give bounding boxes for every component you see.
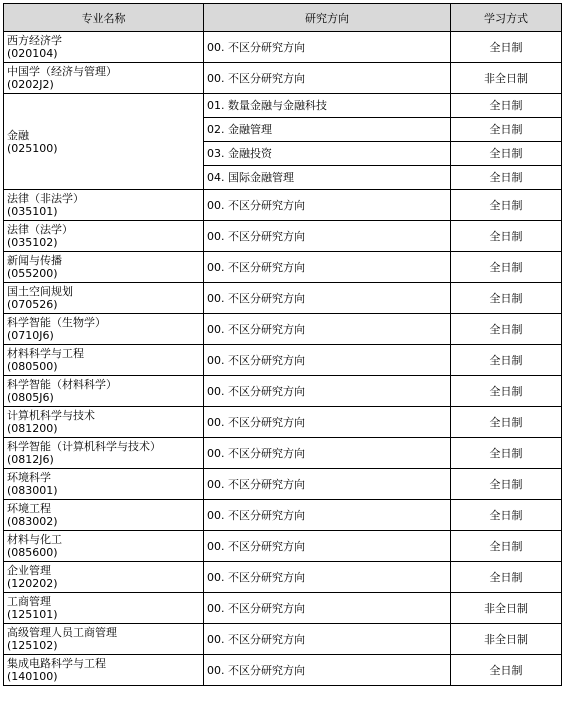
direction-cell: 00. 不区分研究方向: [204, 345, 451, 376]
major-code: (055200): [7, 267, 58, 280]
study-mode-cell: 全日制: [451, 190, 562, 221]
major-name: 工商管理: [7, 595, 51, 608]
major-name: 新闻与传播: [7, 254, 62, 267]
major-cell: [4, 624, 204, 655]
table-row: [4, 314, 562, 345]
major-code: (0710J6): [7, 329, 54, 342]
table-row: [4, 562, 562, 593]
study-mode-cell: 全日制: [451, 283, 562, 314]
table-row: [4, 593, 562, 624]
study-mode-cell: 全日制: [451, 407, 562, 438]
study-mode-cell: 全日制: [451, 32, 562, 63]
major-name: 材料与化工: [7, 533, 62, 546]
study-mode-cell: 非全日制: [451, 624, 562, 655]
table-row: [4, 63, 562, 94]
table-row: [4, 655, 562, 686]
major-code: (035102): [7, 236, 58, 249]
study-mode-cell: 全日制: [451, 142, 562, 166]
header-row: [4, 4, 562, 32]
major-code: (080500): [7, 360, 58, 373]
table-row: [4, 407, 562, 438]
major-cell: [4, 63, 204, 94]
major-name: 法律（法学）: [7, 223, 73, 236]
major-name: 材料科学与工程: [7, 347, 84, 360]
study-mode-cell: 全日制: [451, 252, 562, 283]
table-row: [4, 500, 562, 531]
study-mode-cell: 全日制: [451, 655, 562, 686]
header-mode: 学习方式: [451, 4, 562, 32]
table-row: [4, 32, 562, 63]
direction-cell: 00. 不区分研究方向: [204, 252, 451, 283]
major-code: (140100): [7, 670, 58, 683]
major-name: 科学智能（材料科学）: [7, 378, 117, 391]
major-cell: [4, 221, 204, 252]
major-code: (0202J2): [7, 78, 54, 91]
major-name: 法律（非法学）: [7, 192, 84, 205]
program-table-container: [3, 3, 562, 686]
major-code: (125101): [7, 608, 58, 621]
study-mode-cell: 全日制: [451, 221, 562, 252]
direction-cell: 00. 不区分研究方向: [204, 283, 451, 314]
major-code: (025100): [7, 141, 58, 155]
major-name: 高级管理人员工商管理: [7, 626, 117, 639]
major-cell: [4, 655, 204, 686]
direction-cell: 00. 不区分研究方向: [204, 221, 451, 252]
study-mode-cell: 全日制: [451, 94, 562, 118]
table-row: [4, 469, 562, 500]
table-row: [4, 283, 562, 314]
major-code: (083002): [7, 515, 58, 528]
study-mode-cell: 全日制: [451, 531, 562, 562]
direction-cell: 00. 不区分研究方向: [204, 624, 451, 655]
major-name: 计算机科学与技术: [7, 409, 95, 422]
direction-cell: 00. 不区分研究方向: [204, 63, 451, 94]
direction-cell: 00. 不区分研究方向: [204, 593, 451, 624]
direction-cell: 04. 国际金融管理: [204, 166, 451, 190]
study-mode-cell: 全日制: [451, 314, 562, 345]
table-row: [4, 624, 562, 655]
direction-cell: 00. 不区分研究方向: [204, 438, 451, 469]
major-cell: [4, 531, 204, 562]
major-cell: [4, 376, 204, 407]
direction-cell: 00. 不区分研究方向: [204, 469, 451, 500]
major-cell: [4, 469, 204, 500]
study-mode-cell: 非全日制: [451, 593, 562, 624]
major-code: (020104): [7, 47, 58, 60]
table-row: [4, 438, 562, 469]
table-row: [4, 252, 562, 283]
direction-cell: 00. 不区分研究方向: [204, 562, 451, 593]
direction-cell: 00. 不区分研究方向: [204, 655, 451, 686]
table-row: [4, 190, 562, 221]
direction-cell: 03. 金融投资: [204, 142, 451, 166]
major-code: (0805J6): [7, 391, 54, 404]
major-cell: [4, 190, 204, 221]
table-row: [4, 94, 562, 118]
major-code: (070526): [7, 298, 58, 311]
direction-cell: 00. 不区分研究方向: [204, 376, 451, 407]
study-mode-cell: 全日制: [451, 376, 562, 407]
study-mode-cell: 全日制: [451, 166, 562, 190]
study-mode-cell: 全日制: [451, 118, 562, 142]
major-cell: [4, 314, 204, 345]
major-cell: [4, 438, 204, 469]
major-code: (125102): [7, 639, 58, 652]
major-code: (035101): [7, 205, 58, 218]
program-table: [3, 3, 562, 686]
table-body: [4, 32, 562, 686]
major-code: (120202): [7, 577, 58, 590]
direction-cell: 00. 不区分研究方向: [204, 531, 451, 562]
direction-cell: 00. 不区分研究方向: [204, 500, 451, 531]
study-mode-cell: 全日制: [451, 469, 562, 500]
major-cell: [4, 345, 204, 376]
major-cell: [4, 283, 204, 314]
major-cell: [4, 593, 204, 624]
major-cell: [4, 94, 204, 190]
direction-cell: 00. 不区分研究方向: [204, 407, 451, 438]
direction-cell: 00. 不区分研究方向: [204, 190, 451, 221]
major-code: (083001): [7, 484, 58, 497]
major-name: 科学智能（计算机科学与技术）: [7, 440, 161, 453]
table-row: [4, 345, 562, 376]
study-mode-cell: 全日制: [451, 562, 562, 593]
header-major: 专业名称: [4, 4, 204, 32]
major-name: 国土空间规划: [7, 285, 73, 298]
major-name: 环境科学: [7, 471, 51, 484]
header-direction: 研究方向: [204, 4, 451, 32]
direction-cell: 00. 不区分研究方向: [204, 32, 451, 63]
major-cell: [4, 252, 204, 283]
table-row: [4, 376, 562, 407]
major-code: (081200): [7, 422, 58, 435]
study-mode-cell: 全日制: [451, 345, 562, 376]
major-name: 集成电路科学与工程: [7, 657, 106, 670]
direction-cell: 00. 不区分研究方向: [204, 314, 451, 345]
direction-cell: 02. 金融管理: [204, 118, 451, 142]
study-mode-cell: 全日制: [451, 500, 562, 531]
major-name: 科学智能（生物学）: [7, 316, 106, 329]
study-mode-cell: 全日制: [451, 438, 562, 469]
major-cell: [4, 562, 204, 593]
table-row: [4, 531, 562, 562]
table-row: [4, 221, 562, 252]
direction-cell: 01. 数量金融与金融科技: [204, 94, 451, 118]
major-cell: [4, 500, 204, 531]
major-name: 中国学（经济与管理）: [7, 65, 117, 78]
major-cell: [4, 32, 204, 63]
major-name: 金融: [7, 128, 29, 142]
major-code: (0812J6): [7, 453, 54, 466]
major-name: 环境工程: [7, 502, 51, 515]
study-mode-cell: 非全日制: [451, 63, 562, 94]
major-name: 企业管理: [7, 564, 51, 577]
major-cell: [4, 407, 204, 438]
major-code: (085600): [7, 546, 58, 559]
major-name: 西方经济学: [7, 34, 62, 47]
